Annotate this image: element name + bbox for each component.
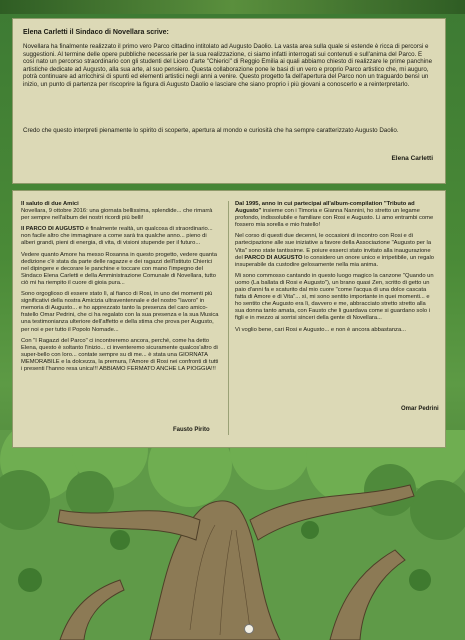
right-p2a: Nel corso di questi due decenni, le occasioni di incontro con Rosi e di partecipazione alle sue iniziative a favore della Associazione "Augusto per la Vita" sono state tantissime. E poiure esserci stato invitato alla inaugurazione del bbox=[235, 233, 432, 261]
left-intro: Novellara, 9 ottobre 2016: una giornata bellissima, splendide... che rimarrà per sempre nell'album dei nostri ricordi più belli! bbox=[21, 208, 213, 222]
left-p3: Sono orgoglioso di essere stato lì, al fianco di Rosi, in uno dei momenti più significativi della nostra Amicizia ultraventennale e del nostro "lavoro" in memoria di Augusto... e ho apprezzato tanto la presenza del caro amico-fratello Omar Pedrini, che ci ha regalato con la sua presenza e la sua Musica una testimonianza ulteriore dell'affetto e della stima che prova per Augusto, per noi e per tutto il Popolo Nomade... bbox=[21, 291, 219, 333]
right-p2b: PARCO DI AUGUSTO bbox=[244, 254, 303, 261]
left-heading: Il saluto di due Amici bbox=[21, 201, 79, 207]
mayor-message-panel bbox=[12, 18, 446, 184]
left-p1-lead: Il PARCO DI AUGUSTO bbox=[21, 226, 85, 233]
left-p2: Vedere quanto Amore ha messo Rosanna in questo progetto, vedere quanta dedizione c'è stata da parte delle ragazze e dei ragazzi dell'Istituto Chierici nel dipingere e decorare le panchine e toccare con mano l'impegno del Sindaco Elena Carletti e della Amministrazione Comunale di Novellara, tutto ciò mi ha riempito il cuore di gioia pura... bbox=[21, 251, 217, 286]
friends-message-panel bbox=[12, 190, 446, 448]
binding-hole bbox=[244, 624, 254, 634]
right-p3: Mi sono commosso cantando in questo luogo magico la canzone "Quando un uomo (La ballata di Rosi e Augusto"), un brano quasi Zen, scritto di getto un paio d'anni fa e scaturito dal mio cuore "come l'acqua di una dolce cascata fatta di Amore e di Vita"... sì, mi sono sentito importante in quei momenti... e ho sentito che Augusto era lì, davvero e me, abbracciato stretto stretto alla sua donna tanto amata, con Fausto che li guardava come si guardano solo i figli e in mezzo ai sorrisi sinceri della gente di Novellara... bbox=[235, 272, 434, 322]
mayor-signature: Elena Carletti bbox=[391, 155, 433, 162]
mayor-message-paragraph: Novellara ha finalmente realizzato il primo vero Parco cittadino intitolato ad Augusto Daolio. La vasta area sulla quale si estende è ricca di percorsi e suggestioni. Al termine delle opere pubbliche necessarie per la sua realizzazione, ci siamo infatti interrogati sui contenuti e sull'anima del Parco. E così nato un percorso straordinario con gli studenti del Liceo d'arte "Chierici" di Reggio Emilia ai quali abbiamo chiesto di realizzare le prime panchine artistiche dedicate ad Augusto, alla sua arte, al suo pensiero. Questa collaborazione pone le basi di un vero e proprio Parco artistico che, mi auguro, potrà continuare ad arricchirsi di spunti ed elementi artistici negli anni a venire. Questo progetto fa dell'apertura del Parco non un traguardo bensì un inizio, un punto di partenza per riscoprire la figura di Augusto Daolio e lasciare che siano proprio i più giovani a conoscerlo e a reinterpretarlo. bbox=[23, 43, 433, 88]
right-signature: Omar Pedrini bbox=[401, 406, 439, 412]
left-column bbox=[21, 201, 221, 377]
top-border bbox=[0, 0, 465, 14]
right-p1-lead: Dal 1995, anno in cui partecipai all'album-compilation "Tributo ad Augusto" bbox=[235, 201, 415, 215]
left-p4: Con "I Ragazzi del Parco" ci incontreremo ancora, perché, come ha detto Elena, questo è soltanto l'inizio... ci inventeremo sicuramente qualcos'altro di super-bello con loro... contate sempre su di me... è stata una GIORNATA MEMORABILE e la dolcezza, la premura, l'Amore di Rosi nei confronti di tutti i presenti l'hanno resa unica!!! ABBIAMO FERMATO ANCHE LA PIOGGIA!!! bbox=[21, 337, 219, 372]
right-p4: Vi voglio bene, cari Rosi e Augusto... e non è ancora abbastanza... bbox=[235, 326, 407, 333]
mayor-message-title: Elena Carletti il Sindaco di Novellara scrive: bbox=[23, 29, 169, 36]
right-p1: insieme con i Timoria e Gianna Nannini, ho stretto un legame profondo, indissolubile e familiare con Rosi e Augusto. Li amo entrambi come fossero mia sorella e mio fratello! bbox=[235, 208, 434, 229]
column-divider bbox=[228, 201, 229, 435]
left-signature: Fausto Pirito bbox=[173, 427, 210, 433]
tree-illustration bbox=[0, 430, 465, 640]
right-p2c: lo considero un onore unico e irripetibile, un regalo insuperabile da custodire gelosamente nella mia anima. bbox=[235, 254, 435, 268]
left-p1: è finalmente realtà, un qualcosa di straordinario... non facile altro che immaginare a come sarà tra qualche anno... pieno di alberi grandi, pieni di energia, di vita, di visioni stupende per il futuro... bbox=[21, 226, 213, 247]
right-column bbox=[235, 201, 435, 338]
mayor-message-paragraph: Credo che questo interpreti pienamente lo spirito di scoperte, apertura al mondo e curiosità che ha sempre caratterizzato Augusto Daolio. bbox=[23, 127, 399, 134]
